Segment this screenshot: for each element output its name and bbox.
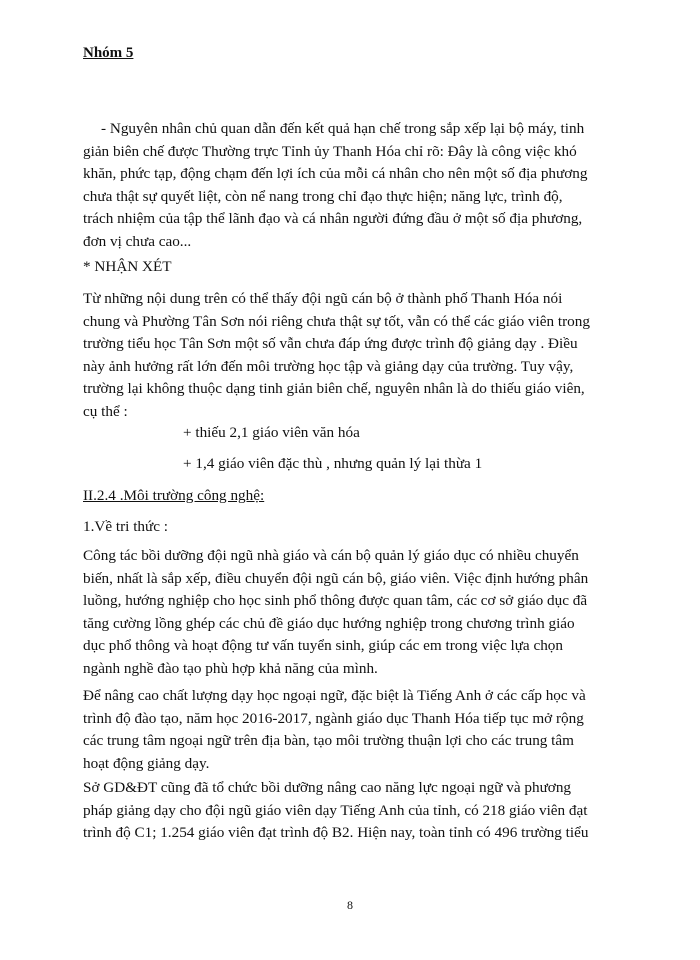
text-line: khăn, phức tạp, động chạm đến lợi ích của mỗi cá nhân cho nên một số địa phương [83, 165, 588, 182]
text-line: pháp giảng dạy cho đội ngũ giáo viên dạy Tiếng Anh của tỉnh, có 218 giáo viên đạt [83, 801, 588, 819]
bullet-item: + thiếu 2,1 giáo viên văn hóa [183, 424, 360, 441]
group-heading: Nhóm 5 [83, 45, 134, 61]
text-line: biến, nhất là sắp xếp, điều chuyển đội ngũ cán bộ, giáo viên. Việc định hướng phân [83, 569, 589, 587]
text-line: tăng cường lồng ghép các chủ đề giáo dục hướng nghiệp trong chương trình giáo [83, 614, 575, 632]
text-line: trình độ C1; 1.254 giáo viên đạt trình độ B2. Hiện nay, toàn tỉnh có 496 trường tiểu [83, 824, 589, 841]
text-line: giản biên chế được Thường trực Tỉnh ủy Thanh Hóa chỉ rõ: Đây là công việc khó [83, 142, 577, 160]
text-line: cụ thể : [83, 402, 128, 420]
text-line: chưa thật sự quyết liệt, còn nể nang trong chỉ đạo thực hiện; năng lực, trình độ, [83, 187, 563, 205]
text-line: trách nhiệm của tập thể lãnh đạo và cá nhân người đứng đầu ở một số địa phương, [83, 210, 583, 227]
subsection-heading: 1.Về tri thức : [83, 518, 168, 535]
text-line: Công tác bồi dưỡng đội ngũ nhà giáo và cán bộ quản lý giáo dục có nhiều chuyển [83, 547, 579, 564]
text-line: trường lại không thuộc dạng tinh giản biên chế, nguyên nhân là do thiếu giáo viên, [83, 380, 585, 397]
text-line: hoạt động giảng dạy. [83, 754, 210, 772]
text-line: Sở GD&ĐT cũng đã tổ chức bồi dưỡng nâng cao năng lực ngoại ngữ và phương [83, 779, 572, 796]
paragraph-training [83, 545, 623, 680]
text-line: chung và Phường Tân Sơn nói riêng chưa thật sự tốt, vẫn có thể các giáo viên trong [83, 312, 590, 330]
bullet-item: + 1,4 giáo viên đặc thù , nhưng quản lý lại thừa 1 [183, 455, 483, 472]
text-line: luồng, hướng nghiệp cho học sinh phổ thông được quan tâm, các cơ sở giáo dục đã [83, 592, 588, 609]
text-line: Để nâng cao chất lượng dạy học ngoại ngữ, đặc biệt là Tiếng Anh ở các cấp học và [83, 687, 586, 704]
paragraph-department [83, 777, 623, 845]
text-line: - Nguyên nhân chủ quan dẫn đến kết quả hạn chế trong sắp xếp lại bộ máy, tinh [101, 120, 585, 137]
text-line: ngành nghề đào tạo phù hợp khả năng của mình. [83, 659, 378, 677]
paragraph-causes [83, 118, 623, 253]
text-line: Từ những nội dung trên có thể thấy đội ngũ cán bộ ở thành phố Thanh Hóa nói [83, 290, 563, 307]
text-line: đơn vị chưa cao... [83, 232, 192, 250]
text-line: trình độ đào tạo, năm học 2016-2017, ngành giáo dục Thanh Hóa tiếp tục mở rộng [83, 709, 584, 727]
text-line: các trung tâm ngoại ngữ trên địa bàn, tạo môi trường thuận lợi cho các trung tâm [83, 732, 574, 749]
paragraph-assessment [83, 288, 623, 423]
text-line: trường tiểu học Tân Sơn một số vẫn chưa đáp ứng được trình độ giảng dạy . Điều [83, 335, 578, 352]
page-number: 8 [347, 898, 353, 912]
text-line: này ảnh hưởng rất lớn đến môi trường học tập và giảng dạy của trường. Tuy vậy, [83, 357, 574, 375]
paragraph-foreign-language [83, 685, 623, 775]
nhan-xet-heading: * NHẬN XÉT [83, 258, 172, 275]
section-heading: II.2.4 .Môi trường công nghệ: [83, 487, 265, 504]
text-line: dục phổ thông và hoạt động tư vấn tuyển sinh, giúp các em trong việc lựa chọn [83, 637, 563, 654]
